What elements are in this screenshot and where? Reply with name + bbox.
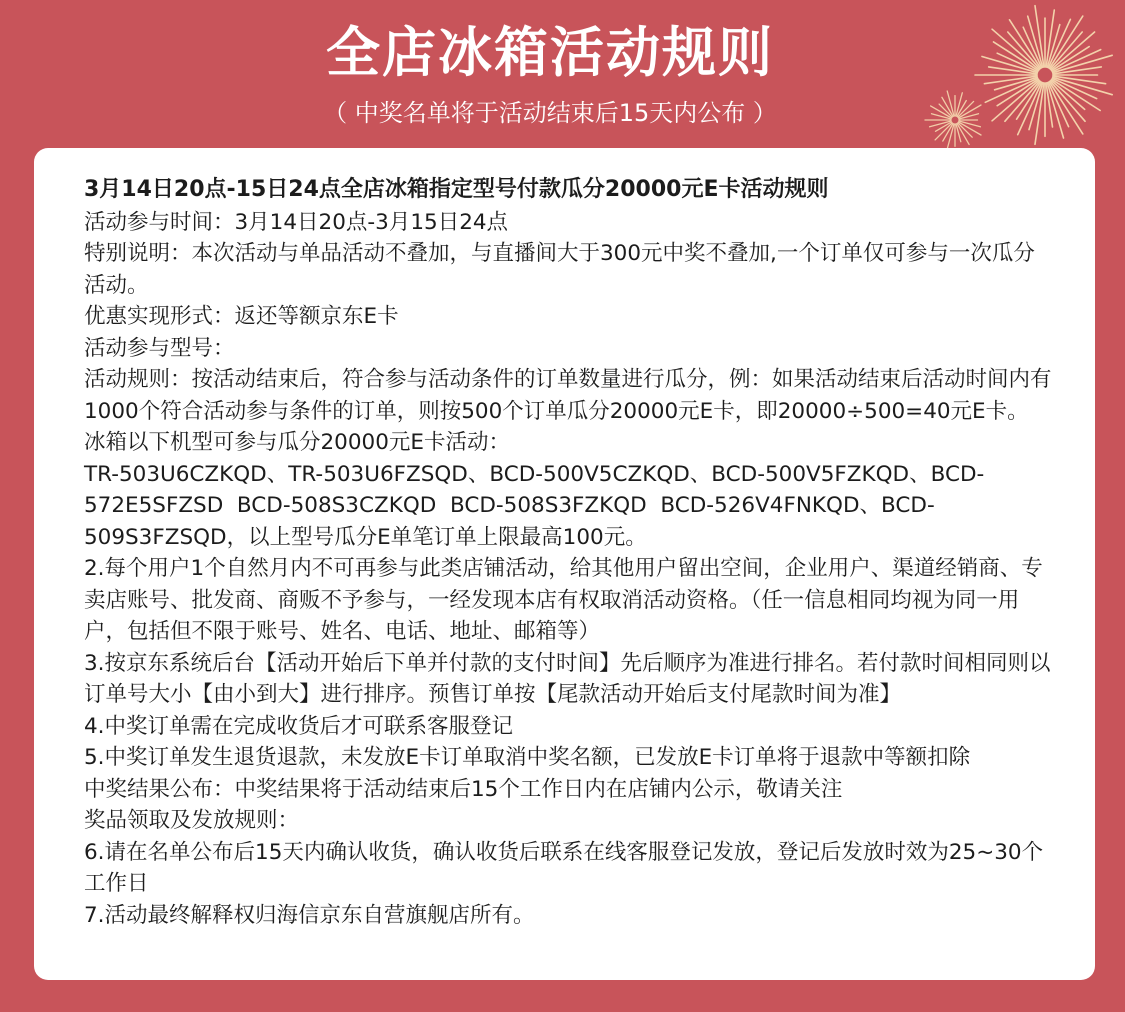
rule-line: 奖品领取及发放规则： — [84, 808, 300, 833]
rules-title: 3月14日20点-15日24点全店冰箱指定型号付款瓜分20000元E卡活动规则 — [84, 177, 829, 202]
page-subtitle: （ 中奖名单将于活动结束后15天内公布 ） — [323, 99, 777, 127]
rule-line: 特别说明：本次活动与单品活动不叠加，与直播间大于300元中奖不叠加,一个订单仅可参与一次瓜分活动。 — [84, 241, 1035, 298]
rule-line: TR-503U6CZKQD、TR-503U6FZSQD、BCD-500V5CZKQD、BCD-500V5FZKQD、BCD-572E5SFZSD BCD-508S3CZKQD BCD-508S3FZKQD BCD-526V4FNKQD、BCD-509S3FZSQD，以上型号瓜分E单笔订单上限最高100元。 — [84, 461, 985, 550]
rules-card — [34, 148, 1095, 980]
rule-line: 5.中奖订单发生退货退款，未发放E卡订单取消中奖名额，已发放E卡订单将于退款中等额扣除 — [84, 745, 971, 770]
page-header — [0, 0, 1125, 150]
rule-line: 4.中奖订单需在完成收货后才可联系客服登记 — [84, 713, 514, 739]
rule-line: 冰箱以下机型可参与瓜分20000元E卡活动： — [84, 430, 510, 455]
firework-icon — [920, 0, 1125, 155]
rule-line: 中奖结果公布：中奖结果将于活动结束后15个工作日内在店铺内公示，敬请关注 — [84, 776, 843, 802]
rule-line: 活动参与时间：3月14日20点-3月15日24点 — [84, 209, 509, 235]
rule-line: 6.请在名单公布后15天内确认收货，确认收货后联系在线客服登记发放，登记后发放时效为25~30个工作日 — [84, 839, 1044, 896]
rule-line: 活动参与型号： — [84, 335, 235, 361]
rule-line: 2.每个用户1个自然月内不可再参与此类店铺活动，给其他用户留出空间，企业用户、渠道经销商、专卖店账号、批发商、商贩不予参与，一经发现本店有权取消活动资格。（任一信息相同均视为同一用户，包括但不限于账号、姓名、电话、地址、邮箱等） — [84, 556, 1043, 644]
rule-line: 活动规则：按活动结束后，符合参与活动条件的订单数量进行瓜分，例：如果活动结束后活动时间内有1000个符合活动参与条件的订单，则按500个订单瓜分20000元E卡，即20000÷500=40元E卡。 — [84, 367, 1052, 424]
rule-line: 3.按京东系统后台【活动开始后下单并付款的支付时间】先后顺序为准进行排名。若付款时间相同则以订单号大小【由小到大】进行排序。预售订单按【尾款活动开始后支付尾款时间为准】 — [84, 650, 1051, 707]
rule-line: 7.活动最终解释权归海信京东自营旗舰店所有。 — [84, 902, 535, 928]
page-title: 全店冰箱活动规则 — [326, 21, 774, 84]
rule-line: 优惠实现形式：返还等额京东E卡 — [84, 304, 399, 329]
